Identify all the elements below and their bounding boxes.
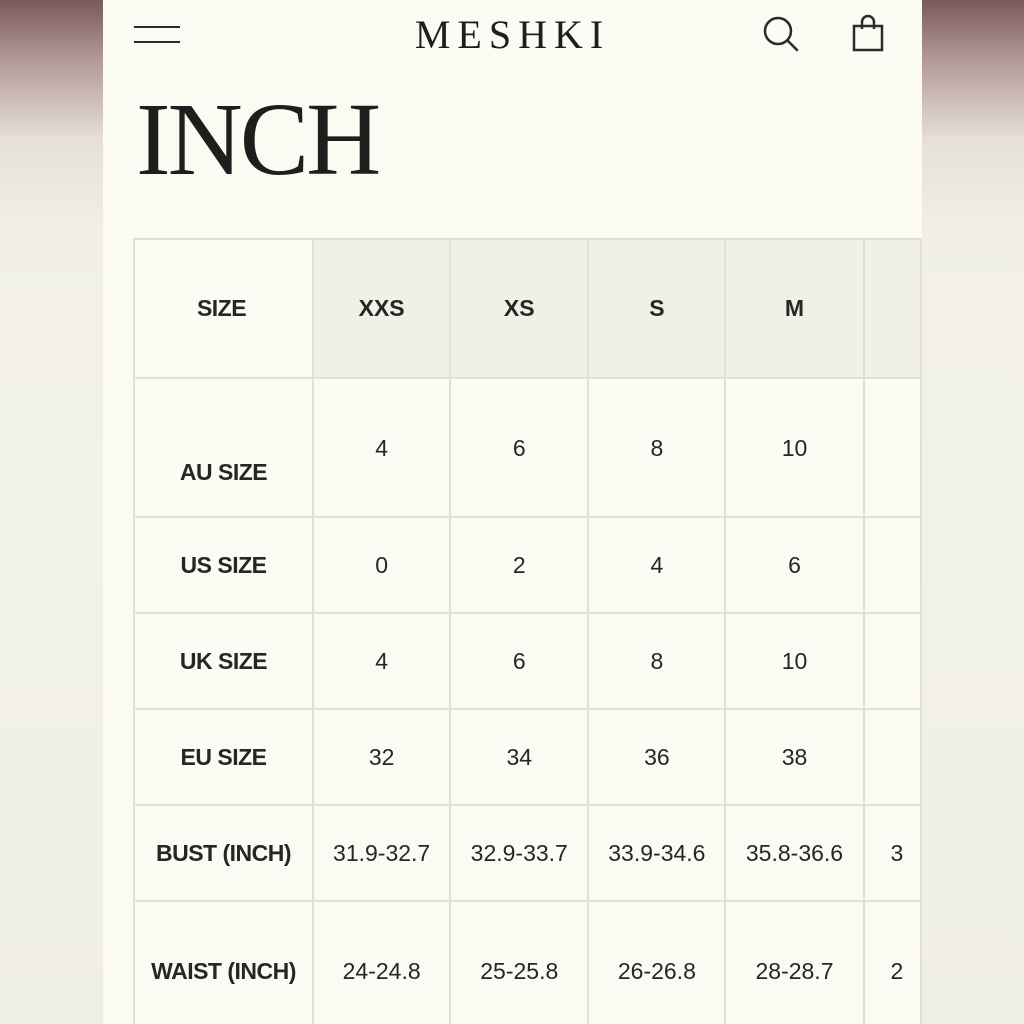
- app-screen: [103, 0, 922, 1024]
- size-column-header: [864, 239, 921, 378]
- size-column-header: M: [725, 239, 863, 378]
- table-cell: 34: [450, 709, 588, 805]
- table-cell: [864, 613, 921, 709]
- table-cell: 31.9-32.7: [313, 805, 450, 901]
- table-cell: [864, 378, 921, 517]
- table-cell: 3: [864, 805, 921, 901]
- table-cell: 8: [588, 378, 725, 517]
- table-row: [134, 517, 921, 613]
- table-cell: 0: [313, 517, 450, 613]
- table-cell: 33.9-34.6: [588, 805, 725, 901]
- table-header-label: SIZE: [134, 239, 313, 378]
- table-cell: 24-24.8: [313, 901, 450, 1024]
- table-cell: 32.9-33.7: [450, 805, 588, 901]
- table-cell: 4: [313, 378, 450, 517]
- table-cell: 2: [864, 901, 921, 1024]
- table-cell: [864, 517, 921, 613]
- table-cell: 8: [588, 613, 725, 709]
- table-cell: 4: [313, 613, 450, 709]
- table-cell: 6: [725, 517, 863, 613]
- search-icon[interactable]: [761, 14, 801, 54]
- size-column-header: XS: [450, 239, 588, 378]
- table-cell: 32: [313, 709, 450, 805]
- table-header-row: [134, 239, 921, 378]
- table-cell: 4: [588, 517, 725, 613]
- table-cell: [864, 709, 921, 805]
- row-label: BUST (INCH): [134, 805, 313, 901]
- row-label: AU SIZE: [134, 378, 313, 517]
- table-row: [134, 613, 921, 709]
- table-cell: 6: [450, 613, 588, 709]
- table-cell: 38: [725, 709, 863, 805]
- row-label: EU SIZE: [134, 709, 313, 805]
- table-cell: 10: [725, 613, 863, 709]
- table-row: [134, 378, 921, 517]
- table-cell: 10: [725, 378, 863, 517]
- row-label: US SIZE: [134, 517, 313, 613]
- brand-logo[interactable]: MESHKI: [414, 12, 611, 57]
- site-header: [103, 0, 922, 70]
- table-cell: 2: [450, 517, 588, 613]
- size-column-header: XXS: [313, 239, 450, 378]
- shopping-bag-icon[interactable]: [851, 14, 887, 54]
- row-label: WAIST (INCH): [134, 901, 313, 1024]
- table-cell: 25-25.8: [450, 901, 588, 1024]
- table-cell: 36: [588, 709, 725, 805]
- table-row: [134, 805, 921, 901]
- page-title: INCH: [136, 82, 379, 197]
- size-chart-table: [133, 238, 922, 1024]
- table-cell: 26-26.8: [588, 901, 725, 1024]
- size-column-header: S: [588, 239, 725, 378]
- row-label: UK SIZE: [134, 613, 313, 709]
- table-cell: 28-28.7: [725, 901, 863, 1024]
- table-row: [134, 709, 921, 805]
- table-row: [134, 901, 921, 1024]
- table-cell: 6: [450, 378, 588, 517]
- table-cell: 35.8-36.6: [725, 805, 863, 901]
